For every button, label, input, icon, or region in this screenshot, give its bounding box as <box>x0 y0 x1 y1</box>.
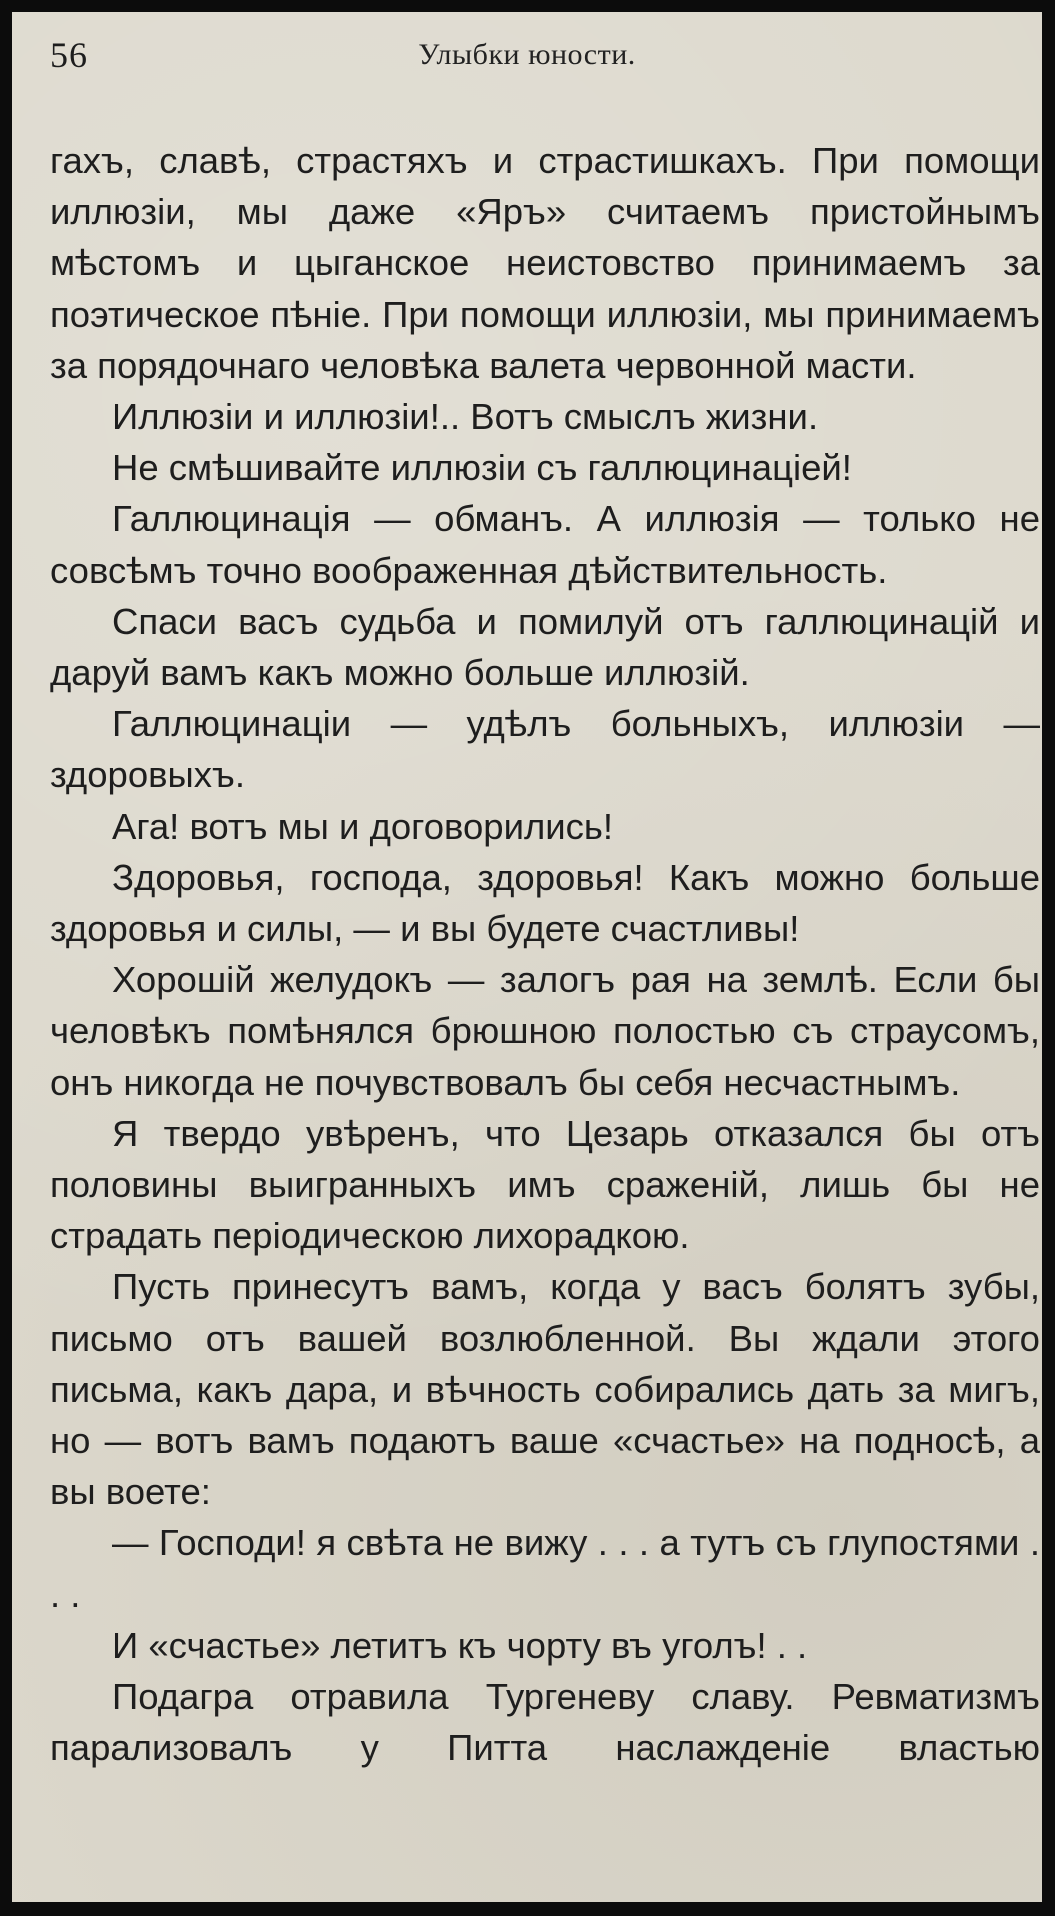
paragraph: — Господи! я свѣта не вижу . . . а тутъ съ глупостями . . . <box>50 1522 1040 1615</box>
running-title: Улыбки юности. <box>418 38 636 71</box>
running-head <box>12 12 1042 112</box>
body-text <box>50 135 1040 1774</box>
paragraph: Подагра отравила Тургеневу славу. Ревматизмъ парализовалъ у Питта наслажденіе властью <box>50 1676 1040 1769</box>
paragraph: Спаси васъ судьба и помилуй отъ галлюцинацій и даруй вамъ какъ можно больше иллюзій. <box>50 600 1040 694</box>
paragraph: Галлюцинаціи — удѣлъ больныхъ, иллюзіи — здоровыхъ. <box>50 703 1040 796</box>
paragraph: Ага! вотъ мы и договорились! <box>112 805 614 847</box>
paragraph: Я твердо увѣренъ, что Цезарь отказался бы отъ половины выигранныхъ имъ сраженій, лишь бы не страдать періодическою лихорадкою. <box>50 1112 1040 1257</box>
paragraph: Пусть принесутъ вамъ, когда у васъ болятъ зубы, письмо отъ вашей возлюбленной. Вы ждали этого письма, какъ дара, и вѣчность собирались дать за мигъ, но — вотъ вамъ подаютъ ваше «счастье» на подносѣ, а вы воете: <box>50 1266 1040 1513</box>
paragraph: Иллюзіи и иллюзіи!.. Вотъ смыслъ жизни. <box>112 396 819 438</box>
paragraph: Здоровья, господа, здоровья! Какъ можно больше здоровья и силы, — и вы будете счастливы! <box>50 856 1040 950</box>
paragraph: Не смѣшивайте иллюзіи съ галлюцинаціей! <box>112 447 852 489</box>
paragraph: Галлюцинація — обманъ. А иллюзія — только не совсѣмъ точно воображенная дѣйствительность. <box>50 498 1040 591</box>
paragraph: Хорошій желудокъ — залогъ рая на землѣ. Если бы человѣкъ помѣнялся брюшною полостью съ страусомъ, онъ никогда не почувствовалъ бы себя несчастнымъ. <box>50 959 1040 1103</box>
book-page <box>12 12 1042 1902</box>
page-number: 56 <box>50 35 88 75</box>
paragraph-continuation: гахъ, славѣ, страстяхъ и страстишкахъ. При помощи иллюзіи, мы даже «Яръ» считаемъ пристойнымъ мѣстомъ и цыганское неистовство принимаемъ за поэтическое пѣніе. При помощи иллюзіи, мы принимаемъ за порядочнаго человѣка валета червонной масти. <box>50 140 1040 386</box>
paragraph: И «счастье» летитъ къ чорту въ уголъ! . . <box>112 1624 808 1666</box>
